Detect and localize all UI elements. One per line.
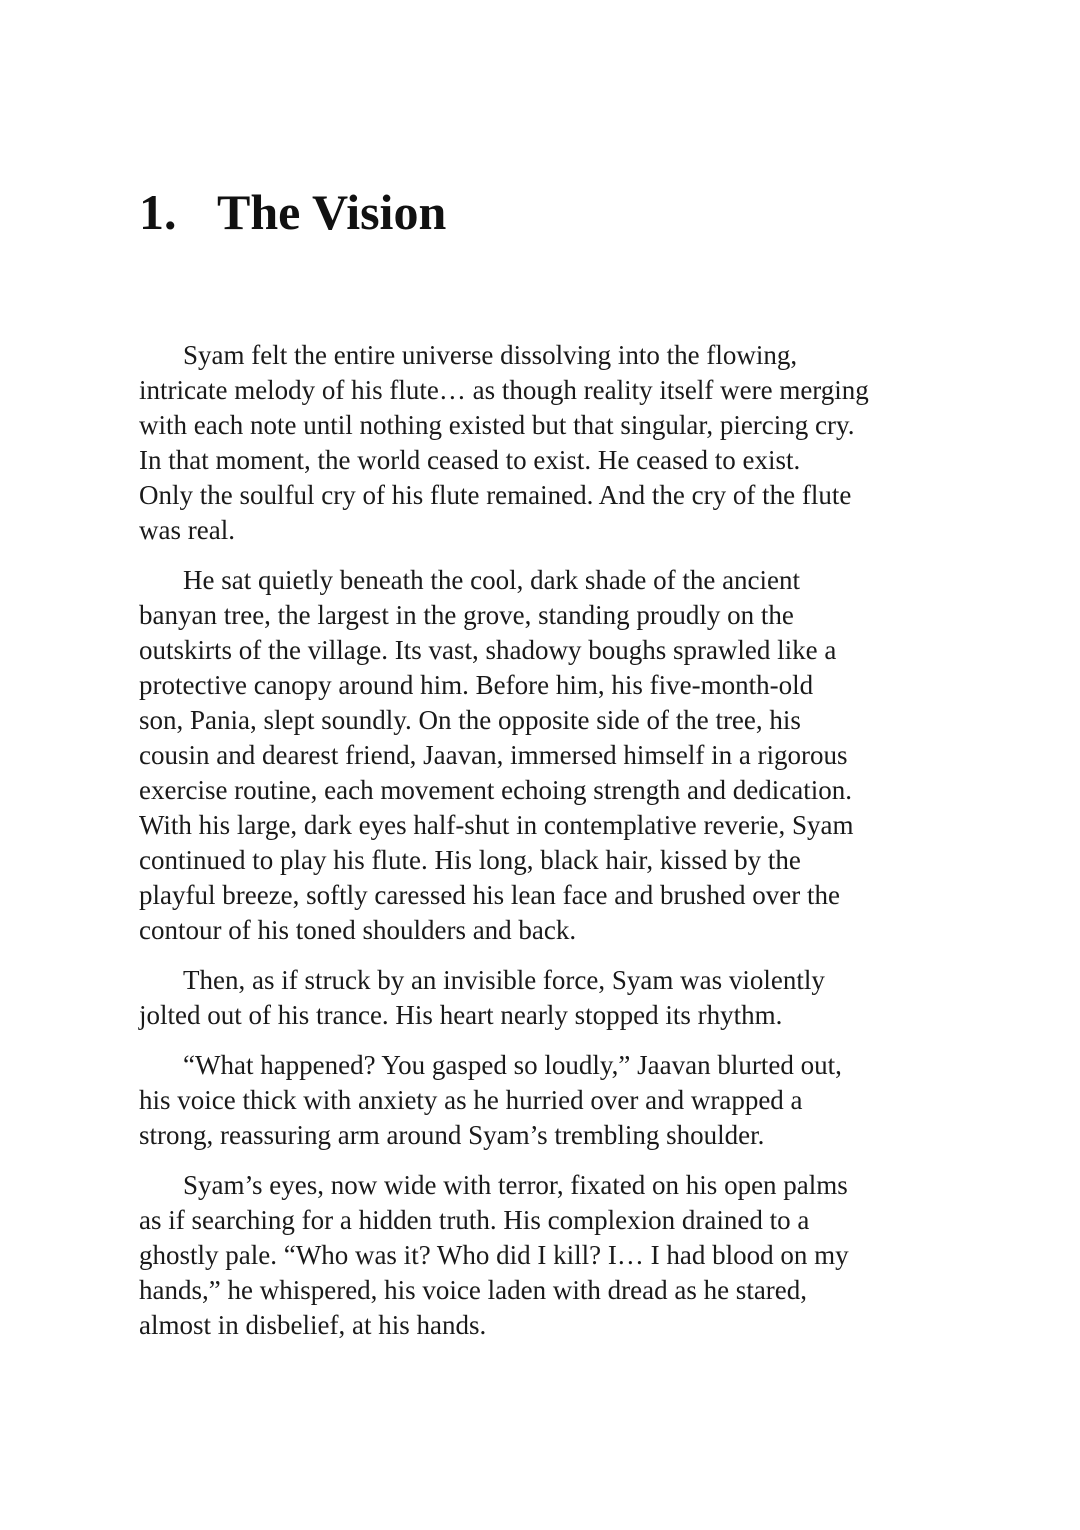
- chapter-heading: [139, 182, 446, 242]
- text-line: protective canopy around him. Before him, his five-month-old: [139, 670, 814, 700]
- text-line: With his large, dark eyes half-shut in contemplative reverie, Syam: [139, 810, 854, 840]
- text-line: as if searching for a hidden truth. His complexion drained to a: [139, 1205, 810, 1235]
- text-line: jolted out of his trance. His heart nearly stopped its rhythm.: [139, 1000, 783, 1030]
- paragraph: [139, 1168, 943, 1343]
- text-line: playful breeze, softly caressed his lean face and brushed over the: [139, 880, 840, 910]
- text-line: intricate melody of his flute… as though reality itself were merging: [139, 375, 869, 405]
- text-line: contour of his toned shoulders and back.: [139, 915, 577, 945]
- text-line: “What happened? You gasped so loudly,” Jaavan blurted out,: [183, 1050, 842, 1080]
- paragraph: [139, 338, 943, 548]
- chapter-body: [139, 338, 943, 1358]
- paragraph: [139, 563, 943, 948]
- text-line: Then, as if struck by an invisible force, Syam was violently: [183, 965, 825, 995]
- text-line: He sat quietly beneath the cool, dark shade of the ancient: [183, 565, 801, 595]
- text-line: exercise routine, each movement echoing strength and dedication.: [139, 775, 852, 805]
- text-line: continued to play his flute. His long, black hair, kissed by the: [139, 845, 801, 875]
- text-line: with each note until nothing existed but that singular, piercing cry.: [139, 410, 855, 440]
- text-line: In that moment, the world ceased to exist. He ceased to exist.: [139, 445, 801, 475]
- paragraph: [139, 1048, 943, 1153]
- text-line: was real.: [139, 515, 235, 545]
- text-line: his voice thick with anxiety as he hurried over and wrapped a: [139, 1085, 803, 1115]
- text-line: Syam’s eyes, now wide with terror, fixated on his open palms: [183, 1170, 848, 1200]
- text-line: Syam felt the entire universe dissolving into the flowing,: [183, 340, 798, 370]
- text-line: ghostly pale. “Who was it? Who did I kill? I… I had blood on my: [139, 1240, 849, 1270]
- text-line: outskirts of the village. Its vast, shadowy boughs sprawled like a: [139, 635, 837, 665]
- text-line: banyan tree, the largest in the grove, standing proudly on the: [139, 600, 794, 630]
- text-line: strong, reassuring arm around Syam’s trembling shoulder.: [139, 1120, 765, 1150]
- text-line: cousin and dearest friend, Jaavan, immersed himself in a rigorous: [139, 740, 848, 770]
- text-line: hands,” he whispered, his voice laden with dread as he stared,: [139, 1275, 808, 1305]
- paragraph: [139, 963, 943, 1033]
- text-line: almost in disbelief, at his hands.: [139, 1310, 487, 1340]
- chapter-title: The Vision: [217, 184, 447, 240]
- chapter-number: 1.: [139, 184, 177, 240]
- text-line: son, Pania, slept soundly. On the opposite side of the tree, his: [139, 705, 801, 735]
- text-line: Only the soulful cry of his flute remained. And the cry of the flute: [139, 480, 852, 510]
